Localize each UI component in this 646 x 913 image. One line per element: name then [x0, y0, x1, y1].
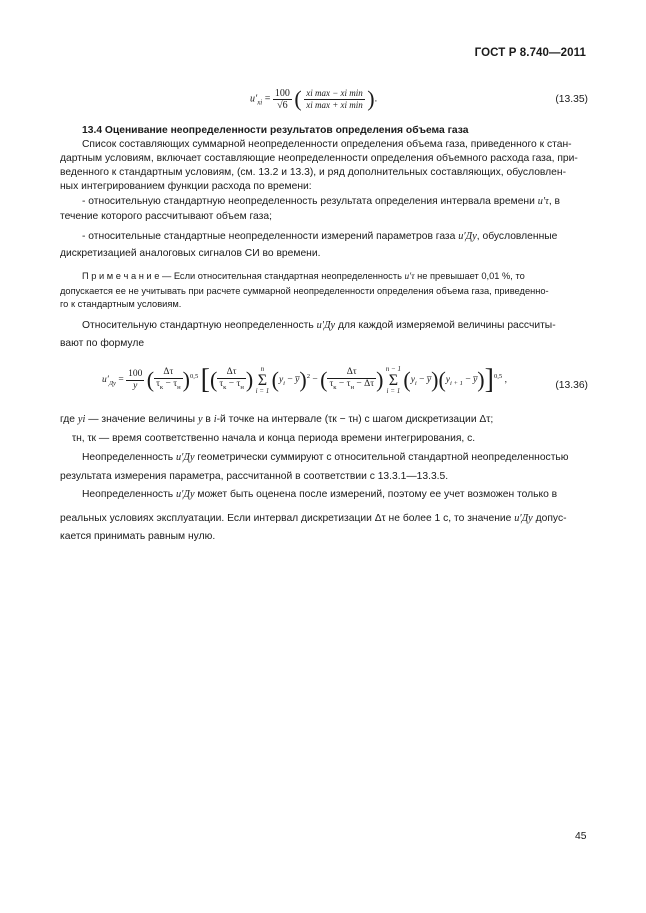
- item2-symbol: u′Дy: [458, 231, 477, 242]
- para4-line2: [60, 512, 567, 526]
- item2-tail: , обусловленные: [476, 231, 558, 242]
- para2-line2: вают по формуле: [60, 338, 145, 349]
- where-text: — значение величины: [85, 414, 198, 425]
- section-para1-line2: дартным условиям, включает составляющие неопределенности определения объемного расхода газа, при-: [60, 153, 578, 164]
- eq1-lhs: u′: [250, 93, 258, 105]
- item1-tail: , в: [548, 196, 561, 207]
- para3-line1: [82, 451, 569, 465]
- where-yi: yi: [77, 414, 86, 425]
- eq2-coefficient: $\frac{100}{y}$: [128, 368, 143, 391]
- note-label: П р и м е ч а н и е: [82, 271, 160, 281]
- note-line2: допускается ее не учитывать при расчете суммарной неопределенности определения объема газа, приведенно-: [60, 286, 549, 296]
- item1-symbol: u′τ: [537, 196, 549, 207]
- eq1-equals: =: [264, 93, 271, 105]
- eq1-lhs-sub: xi: [257, 98, 263, 107]
- eq1-ratio: [304, 88, 365, 111]
- document-standard-id: ГОСТ Р 8.740—2011: [474, 47, 586, 59]
- note-line1: [82, 270, 525, 284]
- para4-symbol: u′Дy: [176, 489, 195, 500]
- equation-13-35: [250, 86, 377, 112]
- eq1-coef-numerator: 100: [274, 87, 290, 99]
- eq1-period: .: [374, 93, 378, 105]
- where-line2: τн, τк — время соответственно начала и конца периода времени интегрирования, с.: [72, 433, 476, 444]
- eq2-dt-ratio: $\frac{\Delta\tau}{\tau_к - \tau_н}$: [156, 367, 181, 391]
- where-text-3: -й точке на интервале (τк − τн) с шагом дискретизации Δτ;: [216, 414, 494, 425]
- eq1-open-paren: (: [294, 86, 302, 111]
- para3-line2: результата измерения параметра, рассчитанной в соответствии с 13.3.1—13.3.5.: [60, 471, 449, 482]
- para4-line1: [82, 488, 557, 502]
- list-item-time-interval-line2: течение которого рассчитывают объем газа;: [60, 211, 272, 222]
- section-para1-line4: ных интегрированием функции расхода по времени:: [60, 181, 312, 192]
- list-item-gas-parameters-line2: дискретизацией аналоговых сигналов СИ во времени.: [60, 248, 321, 259]
- where-prefix: где: [60, 414, 78, 425]
- para2-line1: [82, 319, 556, 333]
- note-text-rest: не превышает 0,01 %, то: [414, 271, 525, 281]
- para4-line2-rest: допус-: [532, 513, 567, 524]
- item2-text: - относительные стандартные неопределенности измерений параметров газа: [82, 231, 459, 242]
- eq2-sum-1: n Σ i = 1: [255, 364, 270, 395]
- eq2-lhs: $u'_{Дy}$: [102, 375, 117, 388]
- para3-text-rest: геометрически суммируют с относительной стандартной неопределенностью: [194, 452, 569, 463]
- note-text: — Если относительная стандартная неопределенность: [159, 271, 405, 281]
- where-y: y: [197, 414, 203, 425]
- eq1-close-paren: ): [367, 86, 375, 111]
- eq2-dt-ratio-3: $\frac{\Delta\tau}{\tau_к - \tau_н - \Delta\tau}$: [329, 367, 375, 391]
- where-line1: [60, 413, 493, 427]
- para4-line2-text: реальных условиях эксплуатации. Если интервал дискретизации Δτ не более 1 с, то значение: [60, 513, 515, 524]
- eq1-coef-denominator: √6: [277, 99, 288, 111]
- note-symbol: u′τ: [404, 272, 415, 282]
- para3-text: Неопределенность: [82, 452, 177, 463]
- para4-text-rest: может быть оценена после измерений, поэтому ее учет возможен только в: [194, 489, 558, 500]
- section-heading: 13.4 Оценивание неопределенности результатов определения объема газа: [82, 125, 469, 136]
- eq1-coefficient: [273, 88, 292, 111]
- para3-symbol: u′Дy: [176, 452, 195, 463]
- list-item-time-interval: [82, 195, 560, 209]
- where-i: i: [213, 414, 217, 425]
- equation-number-13-36: (13.36): [555, 380, 588, 391]
- eq1-ratio-denominator: xi max + xi min: [306, 99, 363, 110]
- note-line3: го к стандартным условиям.: [60, 299, 182, 309]
- eq2-sum-2: n − 1 Σ i = 1: [385, 364, 401, 395]
- list-item-gas-parameters: [82, 230, 557, 244]
- para2-text-rest: для каждой измеряемой величины рассчиты-: [335, 320, 556, 331]
- para4-line3: кается принимать равным нулю.: [60, 531, 216, 542]
- page-number: 45: [575, 831, 587, 842]
- para2-symbol: u′Дy: [316, 320, 336, 331]
- eq2-dt-ratio-2: $\frac{\Delta\tau}{\tau_к - \tau_н}$: [219, 367, 244, 391]
- para4-line2-symbol: u′Дy: [514, 513, 533, 524]
- para4-text: Неопределенность: [82, 489, 177, 500]
- equation-13-36: $u'_{Дy}$ = $\frac{100}{y}$ ( $\frac{\Delta\tau}{\tau_к - \tau_н}$ )$^{0,5}$ [( $\frac{\Delta\tau}{\tau_к - \tau_н}$ ) n Σ i = 1 ($y_i$ − y̅)$^2$ − ( $\frac{\Delta\tau}{\tau_к - \tau_н - \Delta\tau}$ ) n − 1 Σ i = 1 ($y_i$ − $y̅)(y_{i + 1}$ − y̅)]$^{0,5}$ ,: [102, 364, 507, 395]
- eq1-ratio-numerator: xi max − xi min: [306, 87, 363, 98]
- para2-text: Относительную стандартную неопределенность: [82, 320, 317, 331]
- equation-number-13-35: (13.35): [555, 94, 588, 105]
- item1-text: - относительную стандартную неопределенность результата определения интервала времени: [82, 196, 538, 207]
- eq2-equals: =: [118, 375, 124, 386]
- section-para1-line1: Список составляющих суммарной неопределенности определения объема газа, приведенного к стан-: [82, 139, 572, 150]
- section-para1-line3: веденного к стандартным условиям, (см. 13.2 и 13.3), и ряд дополнительных составляющих, обусловлен-: [60, 167, 567, 178]
- where-text-2: в: [202, 414, 214, 425]
